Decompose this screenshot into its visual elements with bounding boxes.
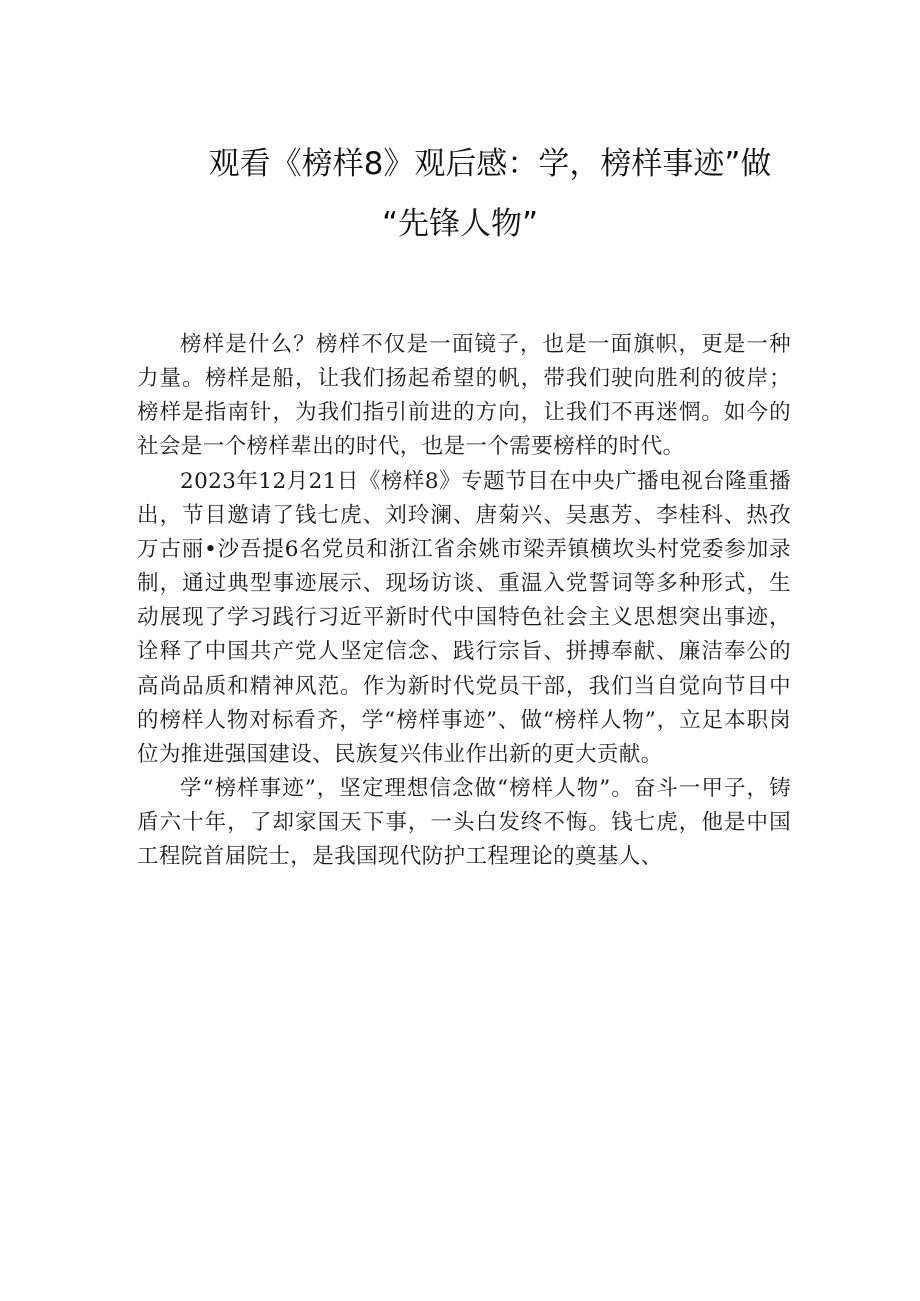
paragraph-3: 学“榜样事迹”，坚定理想信念做“榜样人物”。奋斗一甲子，铸盾六十年，了却家国天下事，一头白发终不悔。钱七虎，他是中国工程院首届院士，是我国现代防护工程理论的奠基人、 bbox=[137, 776, 791, 870]
paragraph-1: 榜样是什么？榜样不仅是一面镜子，也是一面旗帜，更是一种力量。榜样是船，让我们扬起希望的帆，带我们驶向胜利的彼岸；榜样是指南针，为我们指引前进的方向，让我们不再迷惘。如今的社会是一个榜样辈出的时代，也是一个需要榜样的时代。 bbox=[137, 332, 791, 460]
document-title-line-1: 观看《榜样8》观后感：学，榜样事迹”做 bbox=[208, 146, 772, 182]
document-title-line-2: “先锋人物” bbox=[381, 206, 539, 242]
paragraph-2: 2023年12月21日《榜样8》专题节目在中央广播电视台隆重播出，节目邀请了钱七虎、刘玲澜、唐菊兴、吴惠芳、李桂科、热孜万古丽•沙吾提6名党员和浙江省余姚市梁弄镇横坎头村党委参加录制，通过典型事迹展示、现场访谈、重温入党誓词等多种形式，生动展现了学习践行习近平新时代中国特色社会主义思想突出事迹，诠释了中国共产党人坚定信念、践行宗旨、拼搏奉献、廉洁奉公的高尚品质和精神风范。作为新时代党员干部，我们当自觉向节目中的榜样人物对标看齐，学“榜样事迹”、做“榜样人物”，立足本职岗位为推进强国建设、民族复兴伟业作出新的更大贡献。 bbox=[137, 468, 791, 767]
document-body bbox=[137, 328, 791, 875]
